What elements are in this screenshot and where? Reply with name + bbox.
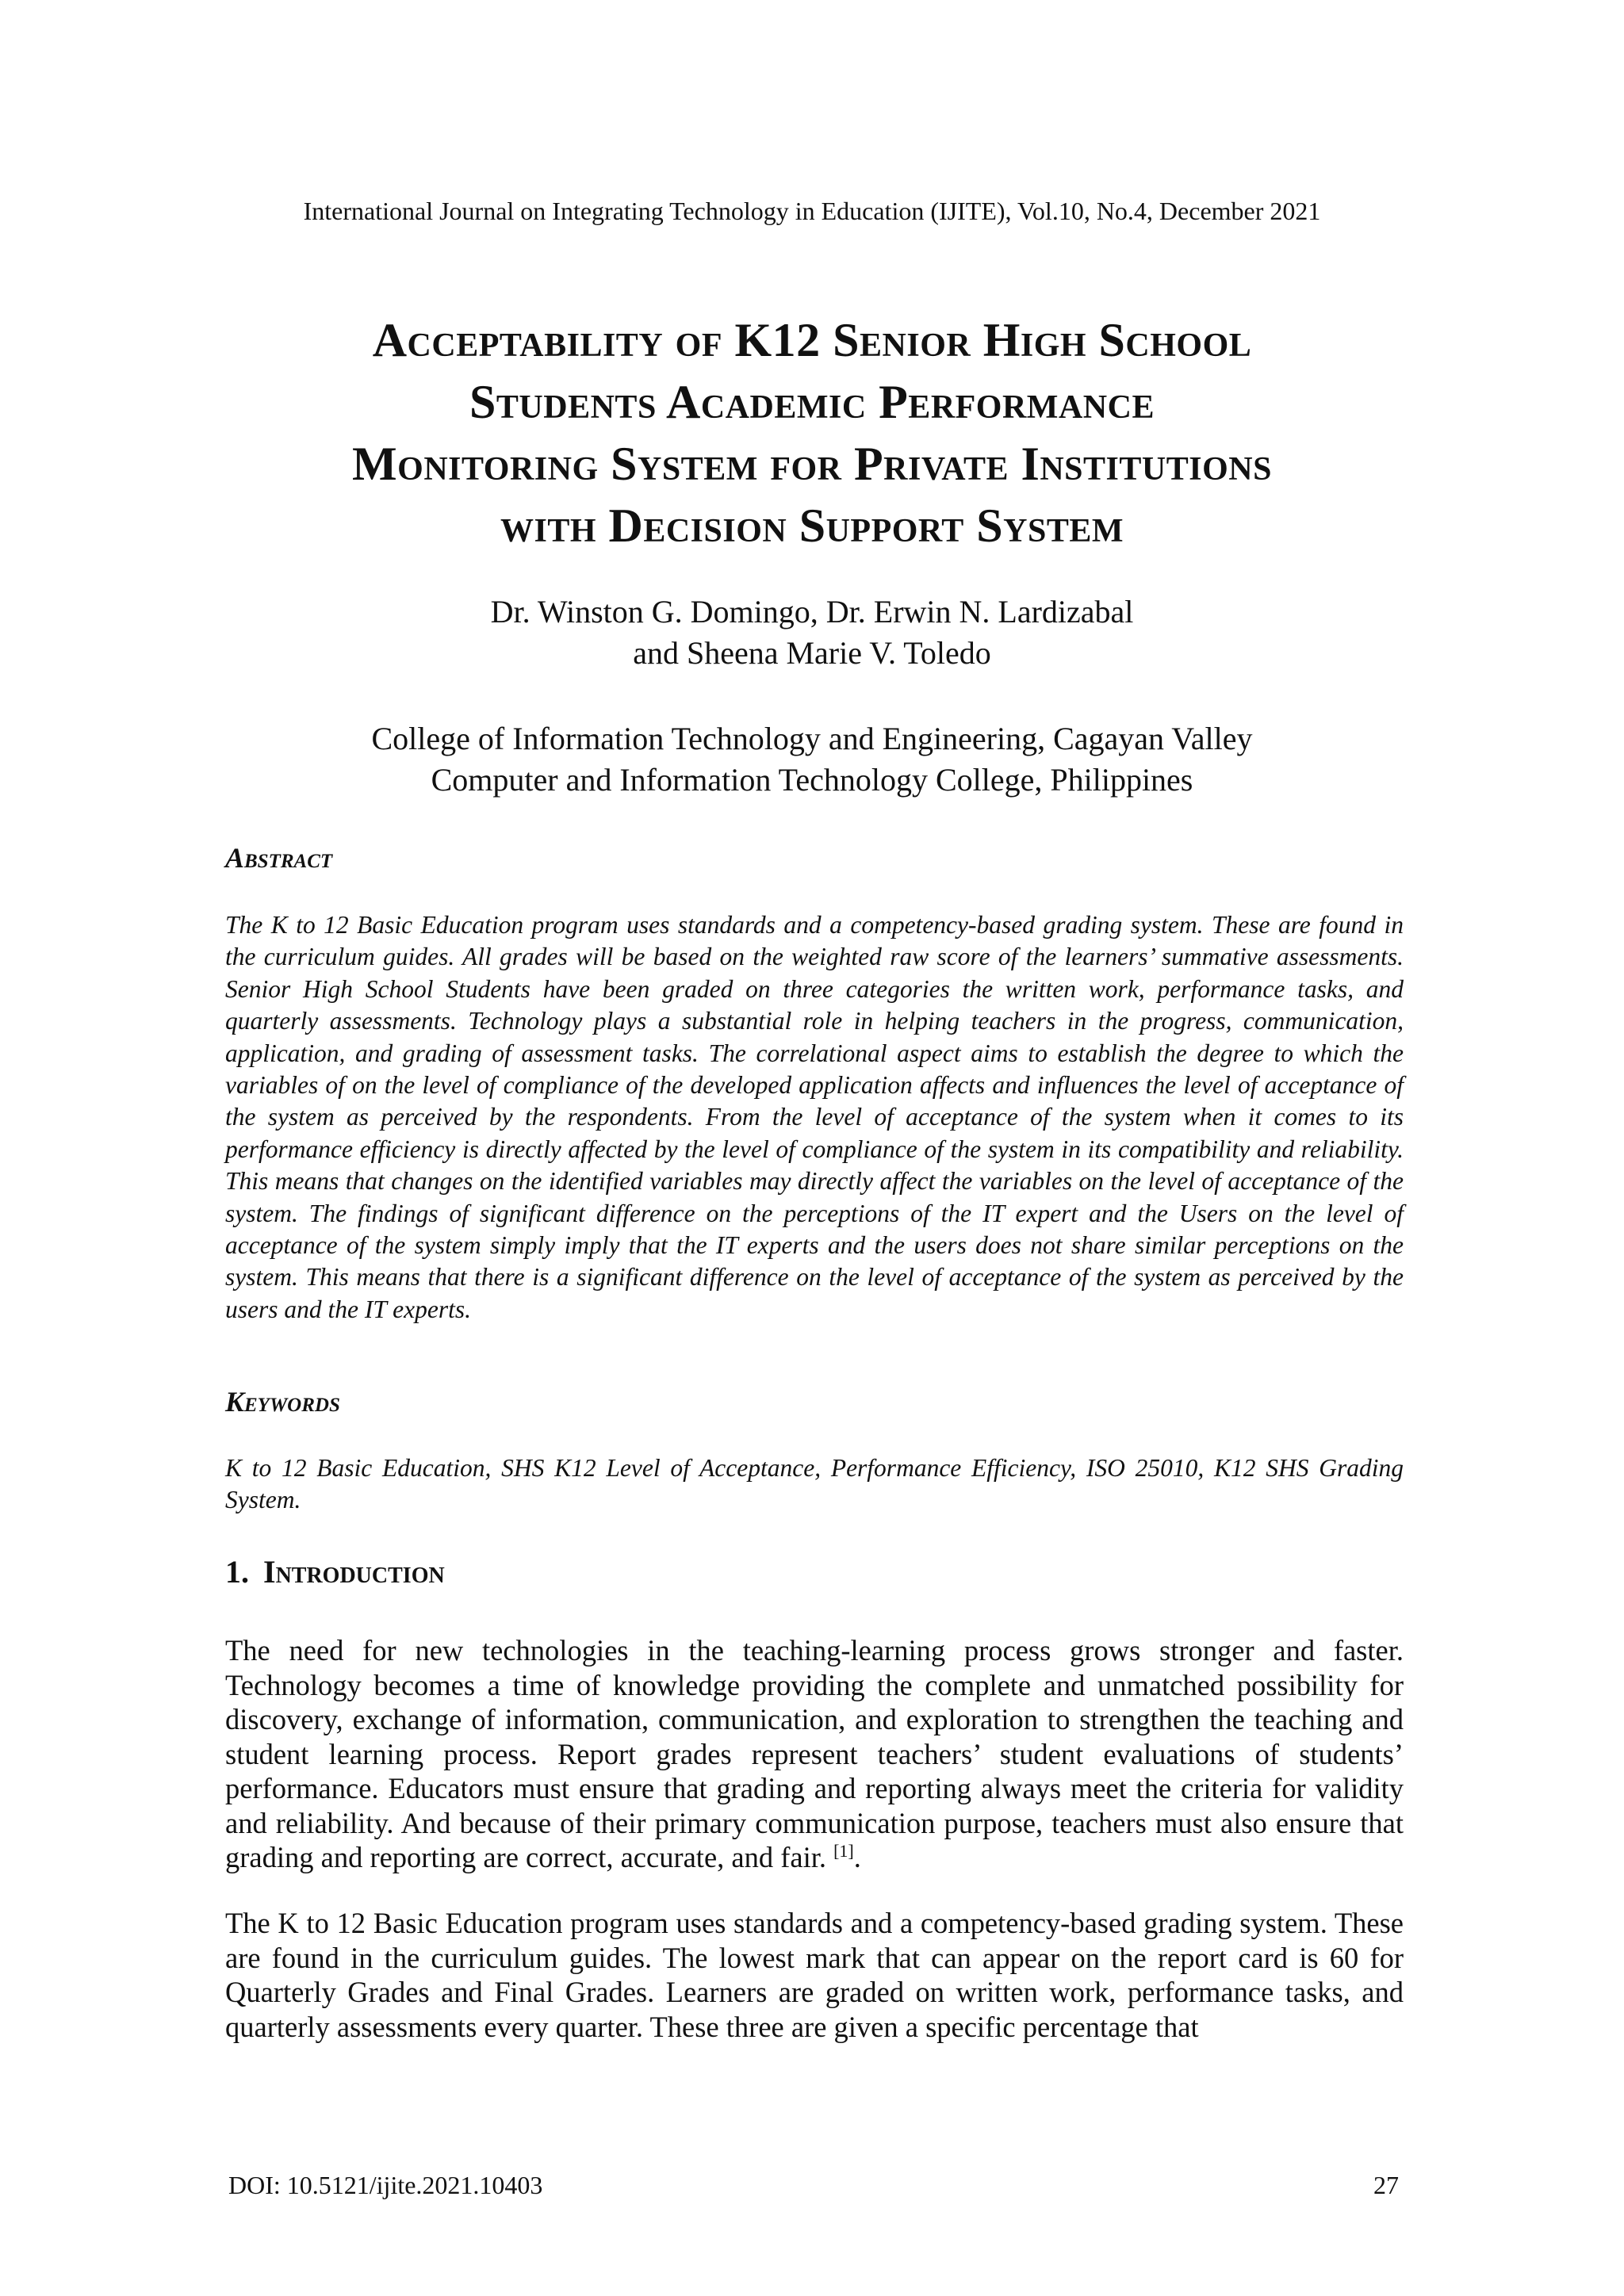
title-line: with Decision Support System <box>500 499 1124 552</box>
keywords-heading: Keywords <box>225 1386 340 1418</box>
paragraph-text: The need for new technologies in the teaching-learning process grows stronger and faster. Technology becomes a time of knowledge providing the complete and unmatched possibility for discovery, exchange of information, communication, and exploration to strengthen the teaching and student learning process. Report grades represent teachers’ student evaluations of students’ performance. Educators must ensure that grading and reporting always meet the criteria for validity and reliability. And because of their primary communication purpose, teachers must also ensure that grading and reporting are correct, accurate, and fair. <box>225 1634 1404 1873</box>
introduction-paragraph: The K to 12 Basic Education program uses standards and a competency-based grading system. These are found in the curriculum guides. The lowest mark that can appear on the report card is 60 for Quarterly Grades and Final Grades. Learners are graded on written work, performance tasks, and quarterly assessments every quarter. These three are given a specific percentage that <box>225 1907 1404 2043</box>
keywords-text: K to 12 Basic Education, SHS K12 Level of Acceptance, Performance Efficiency, ISO 25010, K12 SHS Grading System. <box>225 1454 1404 1514</box>
title-line: Acceptability of K12 Senior High School <box>372 314 1252 366</box>
affiliation-line: Computer and Information Technology College, Philippines <box>431 762 1193 798</box>
abstract-text: The K to 12 Basic Education program uses standards and a competency-based grading system. These are found in the curriculum guides. All grades will be based on the weighted raw score of the learners’ summative assessments. Senior High School Students have been graded on three categories the written work, performance tasks, and quarterly assessments. Technology plays a substantial role in helping teachers in the progress, communication, application, and grading of assessment tasks. The correlational aspect aims to establish the degree to which the variables of on the level of compliance of the developed application affects and influences the level of acceptance of the system as perceived by the respondents. From the level of acceptance of the system when it comes to its performance efficiency is directly affected by the level of compliance of the system in its compatibility and reliability. This means that changes on the identified variables may directly affect the variables on the level of acceptance of the system. The findings of significant difference on the perceptions of the IT expert and the Users on the level of acceptance of the system simply imply that the IT experts and the users does not share similar perceptions on the system. This means that there is a significant difference on the level of acceptance of the system as perceived by the users and the IT experts. <box>225 911 1404 1323</box>
doi: DOI: 10.5121/ijite.2021.10403 <box>228 2171 543 2199</box>
author-list <box>0 591 1624 674</box>
section-title: Introduction <box>263 1554 445 1590</box>
authors-line: and Sheena Marie V. Toledo <box>633 635 991 671</box>
title-line: Monitoring System for Private Institutions <box>352 438 1272 490</box>
paragraph-end: . <box>853 1841 861 1873</box>
section-number: 1. <box>225 1554 249 1590</box>
affiliation <box>0 718 1624 801</box>
introduction-heading <box>225 1552 445 1592</box>
authors-line: Dr. Winston G. Domingo, Dr. Erwin N. Lardizabal <box>490 594 1134 629</box>
page-number: 27 <box>1373 2171 1399 2199</box>
citation-reference[interactable]: [1] <box>833 1840 854 1861</box>
affiliation-line: College of Information Technology and Engineering, Cagayan Valley <box>371 721 1253 756</box>
paper-title <box>159 309 1465 557</box>
introduction-paragraph <box>225 1633 1404 1875</box>
title-line: Students Academic Performance <box>469 376 1155 428</box>
abstract-heading: Abstract <box>225 842 333 874</box>
running-header: International Journal on Integrating Technology in Education (IJITE), Vol.10, No.4, December 2021 <box>303 197 1321 225</box>
